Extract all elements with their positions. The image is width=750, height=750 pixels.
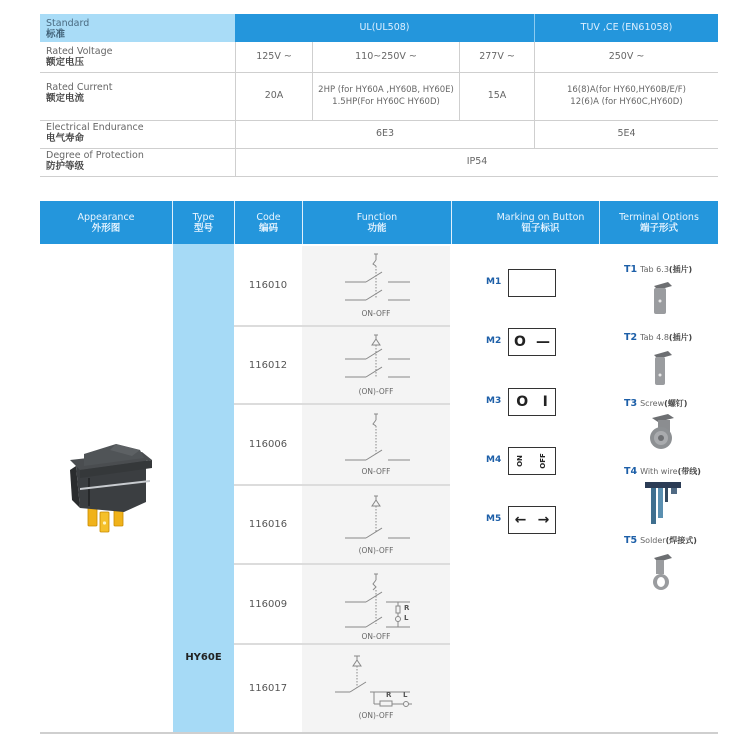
- solder-terminal-icon: [650, 552, 674, 592]
- switch-diagram-sp-momentary-icon: [340, 492, 420, 542]
- header-cn: 编码: [258, 222, 278, 234]
- spec-header-tuv: [535, 14, 718, 42]
- header-cn: 外形图: [91, 222, 121, 234]
- row-label-en: Electrical Endurance: [46, 122, 144, 133]
- symbol: ON: [515, 455, 524, 467]
- switch-diagram-dp-momentary-icon: [340, 333, 420, 385]
- terminal-name: Solder: [640, 536, 666, 545]
- row-label-cn: 额定电压: [46, 57, 85, 68]
- value: 12(6)A (for HY60C,HY60D): [570, 97, 683, 107]
- tab-4-8-terminal-icon: [651, 349, 673, 387]
- value: IP54: [466, 156, 488, 167]
- terminal-code: T5: [624, 535, 638, 546]
- header-cn: 钮子标识: [521, 222, 560, 234]
- header-type: [173, 201, 234, 244]
- spec-row-rated-voltage: [40, 42, 718, 73]
- marking-code: M5: [486, 514, 502, 524]
- terminal-t2: [624, 332, 692, 343]
- terminal-code: T2: [624, 332, 638, 343]
- symbol: O: [516, 394, 529, 410]
- row-label-cn: 额定电流: [46, 93, 85, 104]
- function-label: (ON)-OFF: [358, 711, 394, 720]
- function-label: ON-OFF: [361, 467, 391, 476]
- product-code: 116010: [248, 280, 288, 291]
- terminal-t3: [624, 398, 687, 409]
- terminal-code: T3: [624, 398, 638, 409]
- arrow-left-icon: ←: [514, 512, 527, 528]
- function-label: ON-OFF: [361, 309, 391, 318]
- header-marking: [452, 201, 599, 244]
- product-code: 116016: [248, 519, 288, 530]
- spec-header-standard: [40, 14, 235, 42]
- standard-label-en: Standard: [46, 18, 90, 29]
- marking-arrows-icon: [508, 506, 556, 534]
- header-cn: 功能: [367, 222, 387, 234]
- spec-row-degree-of-protection: [40, 148, 718, 177]
- marking-code: M4: [486, 455, 502, 465]
- function-label: (ON)-OFF: [358, 546, 394, 555]
- value: 2HP (for HY60A ,HY60B, HY60E): [318, 85, 454, 95]
- terminal-t1: [624, 264, 692, 275]
- terminal-name: Tab 4.8: [640, 333, 669, 342]
- value: 277V ~: [479, 51, 515, 62]
- spec-row-electrical-endurance: [40, 120, 718, 149]
- row-label-en: Rated Voltage: [46, 46, 113, 57]
- product-code: 116017: [248, 683, 288, 694]
- header-en: Code: [256, 211, 281, 223]
- header-cn: 型号: [193, 222, 213, 234]
- screw-terminal-icon: [646, 412, 680, 452]
- product-code: 116009: [248, 598, 288, 610]
- header-terminal: [600, 201, 718, 244]
- terminal-name-cn: (带线): [677, 467, 701, 476]
- switch-diagram-lamp-momentary-icon: [330, 654, 425, 710]
- switch-diagram-lamp-latching-icon: [340, 572, 420, 632]
- spec-row-rated-current: [40, 72, 718, 121]
- header-en: Terminal Options: [619, 211, 699, 223]
- terminal-name: Screw: [640, 399, 665, 408]
- value: 250V ~: [608, 51, 645, 62]
- marking-code: M1: [486, 277, 502, 287]
- row-label-cn: 防护等级: [46, 161, 85, 172]
- function-label: ON-OFF: [361, 632, 391, 641]
- header-cn: 端子形式: [639, 222, 678, 234]
- terminal-name-cn: (插片): [668, 333, 693, 342]
- switch-diagram-sp-latching-icon: [340, 412, 420, 462]
- value: 110~250V ~: [355, 51, 417, 62]
- row-label-en: Degree of Protection: [46, 150, 144, 161]
- symbol: I: [542, 394, 548, 410]
- product-code: 116006: [248, 439, 288, 450]
- row-label-cn: 电气寿命: [46, 133, 85, 144]
- symbol: O: [514, 334, 526, 350]
- tuv-standard: TUV ,CE (EN61058): [580, 22, 673, 33]
- value: 125V ~: [256, 51, 292, 62]
- spec-header-ul: [235, 14, 534, 42]
- marking-o-dash-icon: [508, 328, 556, 356]
- terminal-name-cn: (插片): [668, 265, 693, 274]
- value: 1.5HP(For HY60C HY60D): [332, 97, 440, 107]
- header-function: [303, 201, 451, 244]
- terminal-t5: [624, 535, 697, 546]
- header-appearance: [40, 201, 172, 244]
- terminal-code: T4: [624, 466, 638, 477]
- terminal-name-cn: (焊接式): [665, 536, 697, 545]
- resistor-label: R: [386, 691, 392, 699]
- tab-6-3-terminal-icon: [650, 280, 674, 316]
- marking-o-i-icon: [508, 388, 556, 416]
- marking-code: M2: [486, 336, 502, 346]
- header-en: Appearance: [77, 211, 135, 223]
- value: 20A: [264, 90, 284, 101]
- header-code: [235, 201, 302, 244]
- value: 15A: [487, 90, 507, 101]
- symbol: —: [535, 334, 550, 350]
- lamp-label: L: [403, 691, 408, 699]
- standard-label-cn: 标准: [46, 29, 66, 40]
- value: 5E4: [617, 128, 636, 139]
- arrow-right-icon: →: [537, 512, 550, 528]
- marking-on-off-icon: [508, 447, 556, 475]
- wire-terminal-icon: [643, 480, 683, 526]
- header-en: Marking on Button: [496, 211, 585, 223]
- terminal-name-cn: (螺钉): [664, 399, 688, 408]
- terminal-code: T1: [624, 264, 638, 275]
- function-label: (ON)-OFF: [358, 387, 394, 396]
- header-en: Function: [356, 211, 398, 223]
- row-label-en: Rated Current: [46, 82, 113, 93]
- ul-standard: UL(UL508): [359, 22, 410, 33]
- rocker-switch-image: [66, 438, 156, 538]
- header-en: Type: [192, 211, 215, 223]
- value: 6E3: [375, 128, 395, 139]
- marking-code: M3: [486, 396, 502, 406]
- value: 16(8)A(for HY60,HY60B/E/F): [566, 85, 686, 95]
- lamp-label: L: [404, 614, 409, 622]
- terminal-t4: [624, 466, 701, 477]
- symbol: OFF: [538, 453, 547, 469]
- type-value: HY60E: [185, 652, 222, 663]
- switch-diagram-dp-latching-icon: [340, 252, 420, 308]
- resistor-label: R: [404, 604, 410, 612]
- terminal-name: Tab 6.3: [640, 265, 669, 274]
- terminal-name: With wire: [640, 467, 678, 476]
- product-code: 116012: [248, 359, 288, 371]
- marking-blank-icon: [508, 269, 556, 297]
